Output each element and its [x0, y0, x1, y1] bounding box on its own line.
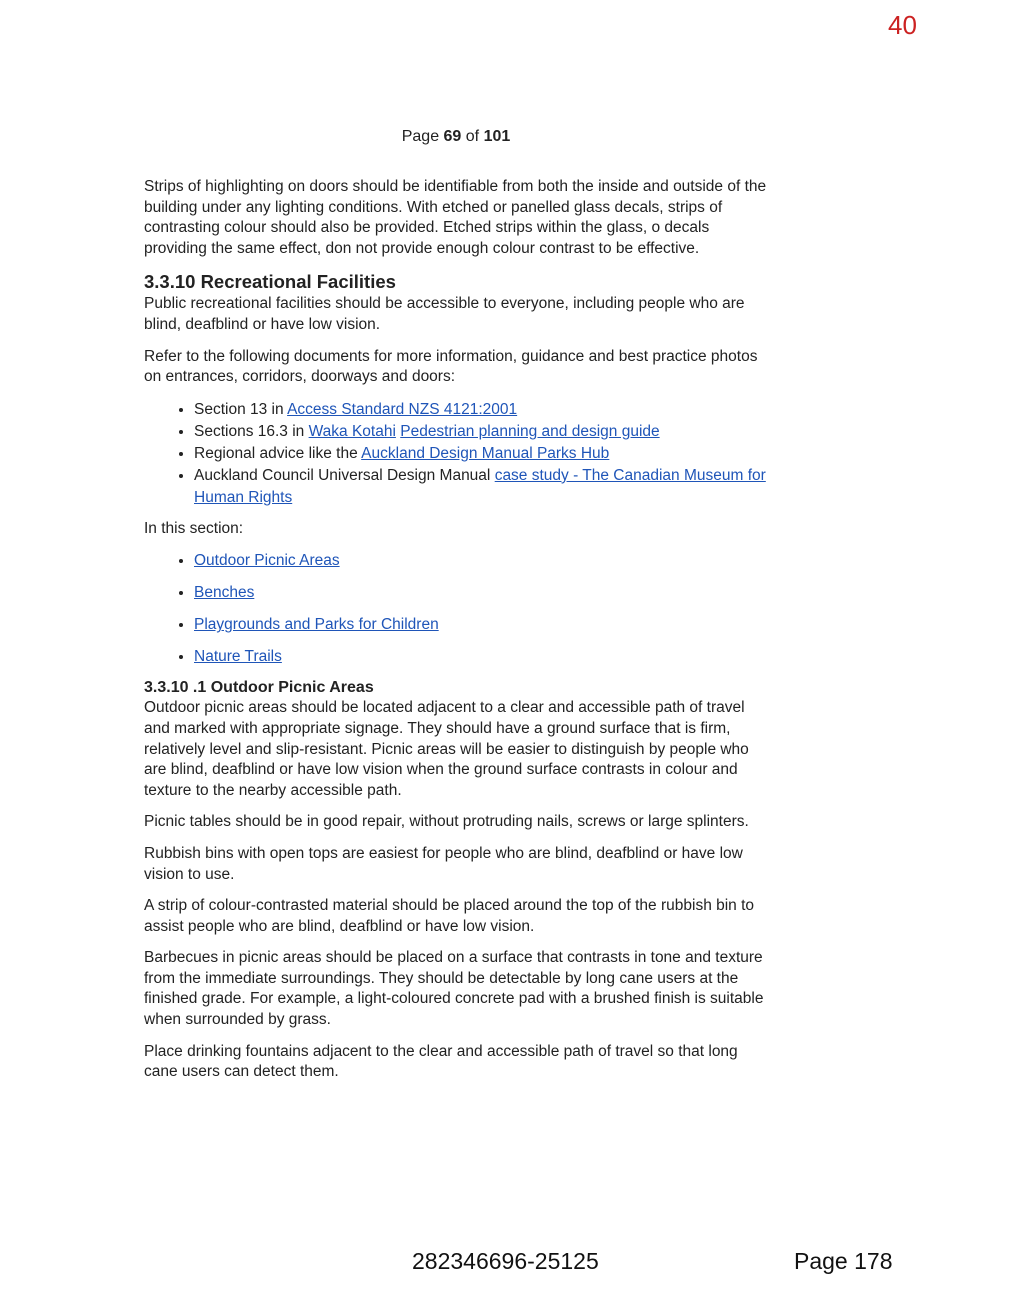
footer-page-label: Page 178: [794, 1248, 893, 1274]
page-header-mid: of: [461, 128, 484, 145]
subsection-paragraph: Outdoor picnic areas should be located adjacent to a clear and accessible path of travel and marked with appropriate signage. They should have a ground surface that is firm, relatively level and slip-resistant. Picnic areas will be easier to distinguish by people who are blind, deafblind or have low vision when the ground surface contrasts in colour and texture to the nearby accessible path.: [144, 699, 749, 799]
section-paragraph-1: Public recreational facilities should be accessible to everyone, including people who are blind, deafblind or have low vision.: [144, 295, 745, 333]
access-standard-link[interactable]: Access Standard NZS 4121:2001: [287, 400, 518, 418]
subsection-paragraph: Rubbish bins with open tops are easiest for people who are blind, deafblind or have low vision to use.: [144, 844, 743, 883]
intro-paragraph: Strips of highlighting on doors should be identifiable from both the inside and outside of the building under any lighting conditions. With etched or panelled glass decals, strips of contrasting colour should also be provided. Etched strips within the glass, o decals providing the same effect, don not provide enough colour contrast to be effective.: [144, 178, 767, 257]
outdoor-picnic-areas-link[interactable]: Outdoor Picnic Areas: [194, 552, 340, 570]
pedestrian-guide-link[interactable]: Pedestrian planning and design guide: [400, 422, 660, 440]
in-this-section-label: In this section:: [144, 519, 244, 537]
subsection-heading: 3.3.10 .1 Outdoor Picnic Areas: [144, 679, 374, 697]
reference-list: [144, 399, 772, 509]
case-study-link[interactable]: case study - The Canadian Museum for Human Rights: [194, 466, 766, 506]
list-item: [194, 582, 772, 604]
subsection-paragraph: Place drinking fountains adjacent to the clear and accessible path of travel so that long cane users can detect them.: [144, 1042, 738, 1081]
playgrounds-link[interactable]: Playgrounds and Parks for Children: [194, 616, 439, 634]
waka-kotahi-link[interactable]: Waka Kotahi: [308, 422, 396, 440]
page-header-current: 69: [443, 128, 462, 145]
parks-hub-link[interactable]: Auckland Design Manual Parks Hub: [361, 444, 610, 462]
list-item: [194, 646, 772, 668]
page-header-total: 101: [483, 128, 511, 145]
section-link-list: [144, 550, 772, 668]
page-header: [0, 128, 912, 146]
ref-prefix: Auckland Council Universal Design Manual: [194, 466, 495, 484]
section-heading: 3.3.10 Recreational Facilities: [144, 271, 396, 293]
ref-prefix: Sections 16.3 in: [194, 422, 309, 440]
stamp-page-number: 40: [888, 10, 917, 40]
list-item: [194, 465, 772, 509]
page-header-prefix: Page: [401, 128, 444, 145]
subsection-paragraph: Barbecues in picnic areas should be placed on a surface that contrasts in tone and texture from the immediate surroundings. They should be detectable by long cane users at the finished grade. For example, a light-coloured concrete pad with a brushed finish is suitable when surrounded by grass.: [144, 949, 764, 1029]
subsection-paragraph: Picnic tables should be in good repair, without protruding nails, screws or large splinters.: [144, 813, 749, 831]
ref-prefix: Regional advice like the: [194, 444, 362, 462]
list-item: [194, 550, 772, 572]
list-item: [194, 399, 772, 421]
benches-link[interactable]: Benches: [194, 584, 255, 602]
footer-document-id: 282346696-25125: [412, 1248, 599, 1274]
section-paragraph-2: Refer to the following documents for more information, guidance and best practice photos on entrances, corridors, doorways and doors:: [144, 347, 758, 386]
list-item: [194, 614, 772, 636]
list-item: [194, 421, 772, 443]
document-body: [144, 177, 772, 1094]
nature-trails-link[interactable]: Nature Trails: [194, 648, 282, 666]
subsection-paragraph: A strip of colour-contrasted material should be placed around the top of the rubbish bin to assist people who are blind, deafblind or have low vision.: [144, 897, 755, 935]
ref-prefix: Section 13 in: [194, 400, 288, 418]
list-item: [194, 443, 772, 465]
